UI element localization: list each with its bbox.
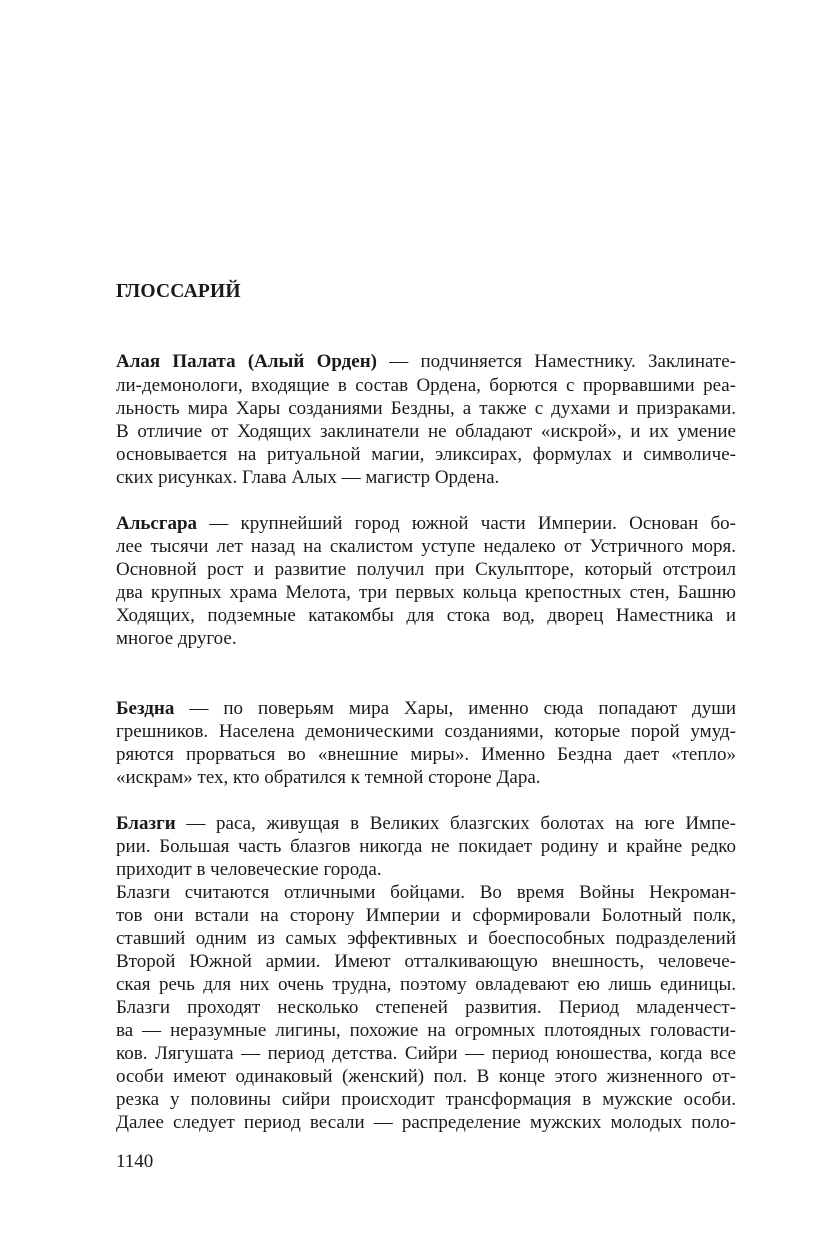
entry-alaya-palata-line-4: В отличие от Ходящих заклинатели не обладают «искрой», и их умение	[116, 421, 736, 442]
entry-blazgi-line-3: приходит в человеческие города.	[116, 859, 382, 880]
entry-term: Альсгара	[116, 513, 198, 534]
entry-alsgara-line-2: лее тысячи лет назад на скалистом уступе недалеко от Устричного моря.	[116, 536, 736, 557]
paragraph-1-line-2: тов они встали на сторону Империи и сформировали Болотный полк,	[116, 905, 736, 926]
entry-term: Алая Палата (Алый Орден)	[116, 351, 377, 372]
entry-bezdna-line-3: ряются прорваться во «внешние миры». Именно Бездна дает «тепло»	[116, 744, 736, 765]
entry-blazgi-line-1: Блазги — раса, живущая в Великих блазгских болотах на юге Импе-	[116, 813, 736, 834]
paragraph-2-line-5: резка у половины сийри происходит трансформация в мужские особи.	[116, 1089, 736, 1110]
entry-alsgara-line-3: Основной рост и развитие получил при Скульпторе, который отстроил	[116, 559, 736, 580]
entry-alsgara-line-6: многое другое.	[116, 628, 237, 649]
paragraph-2-line-6: Далее следует период весали — распределение мужских молодых поло-	[116, 1112, 736, 1133]
entry-blazgi-line-2: рии. Большая часть блазгов никогда не покидает родину и крайне редко	[116, 836, 736, 857]
paragraph-2-line-4: особи имеют одинаковый (женский) пол. В конце этого жизненного от-	[116, 1066, 736, 1087]
entry-term: Блазги	[116, 813, 176, 834]
paragraph-2-line-2: ва — неразумные лигины, похожие на огромных плотоядных головасти-	[116, 1020, 736, 1041]
entry-alsgara-line-1: Альсгара — крупнейший город южной части Империи. Основан бо-	[116, 513, 736, 534]
entry-bezdna-line-2: грешников. Населена демоническими созданиями, которые порой умуд-	[116, 721, 736, 742]
entry-alaya-palata-line-1: Алая Палата (Алый Орден) — подчиняется Наместнику. Заклинате-	[116, 351, 736, 372]
paragraph-2-line-3: ков. Лягушата — период детства. Сийри — период юношества, когда все	[116, 1043, 736, 1064]
entry-alsgara-line-5: Ходящих, подземные катакомбы для стока вод, дворец Наместника и	[116, 605, 736, 626]
entry-term: Бездна	[116, 698, 175, 719]
document-page	[116, 0, 736, 1253]
entry-alaya-palata-line-2: ли-демонологи, входящие в состав Ордена, борются с прорвавшими реа-	[116, 375, 736, 396]
entry-alaya-palata-line-3: льность мира Хары созданиями Бездны, а также с духами и призраками.	[116, 398, 736, 419]
paragraph-1-line-1: Блазги считаются отличными бойцами. Во время Войны Некроман-	[116, 882, 736, 903]
paragraph-1-line-5: ская речь для них очень трудна, поэтому овладевают ею лишь единицы.	[116, 974, 736, 995]
paragraph-2-line-1: Блазги проходят несколько степеней развития. Период младенчест-	[116, 997, 736, 1018]
entry-alsgara-line-4: два крупных храма Мелота, три первых кольца крепостных стен, Башню	[116, 582, 736, 603]
entry-alaya-palata-line-5: основывается на ритуальной магии, эликсирах, формулах и символиче-	[116, 444, 736, 465]
page-title: ГЛОССАРИЙ	[116, 281, 241, 302]
page-number: 1140	[116, 1151, 154, 1172]
entry-bezdna-line-1: Бездна — по поверьям мира Хары, именно сюда попадают души	[116, 698, 736, 719]
paragraph-1-line-4: Второй Южной армии. Имеют отталкивающую внешность, человече-	[116, 951, 736, 972]
entry-alaya-palata-line-6: ских рисунках. Глава Алых — магистр Ордена.	[116, 467, 500, 488]
entry-bezdna-line-4: «искрам» тех, кто обратился к темной стороне Дара.	[116, 767, 541, 788]
paragraph-1-line-3: ставший одним из самых эффективных и боеспособных подразделений	[116, 928, 736, 949]
